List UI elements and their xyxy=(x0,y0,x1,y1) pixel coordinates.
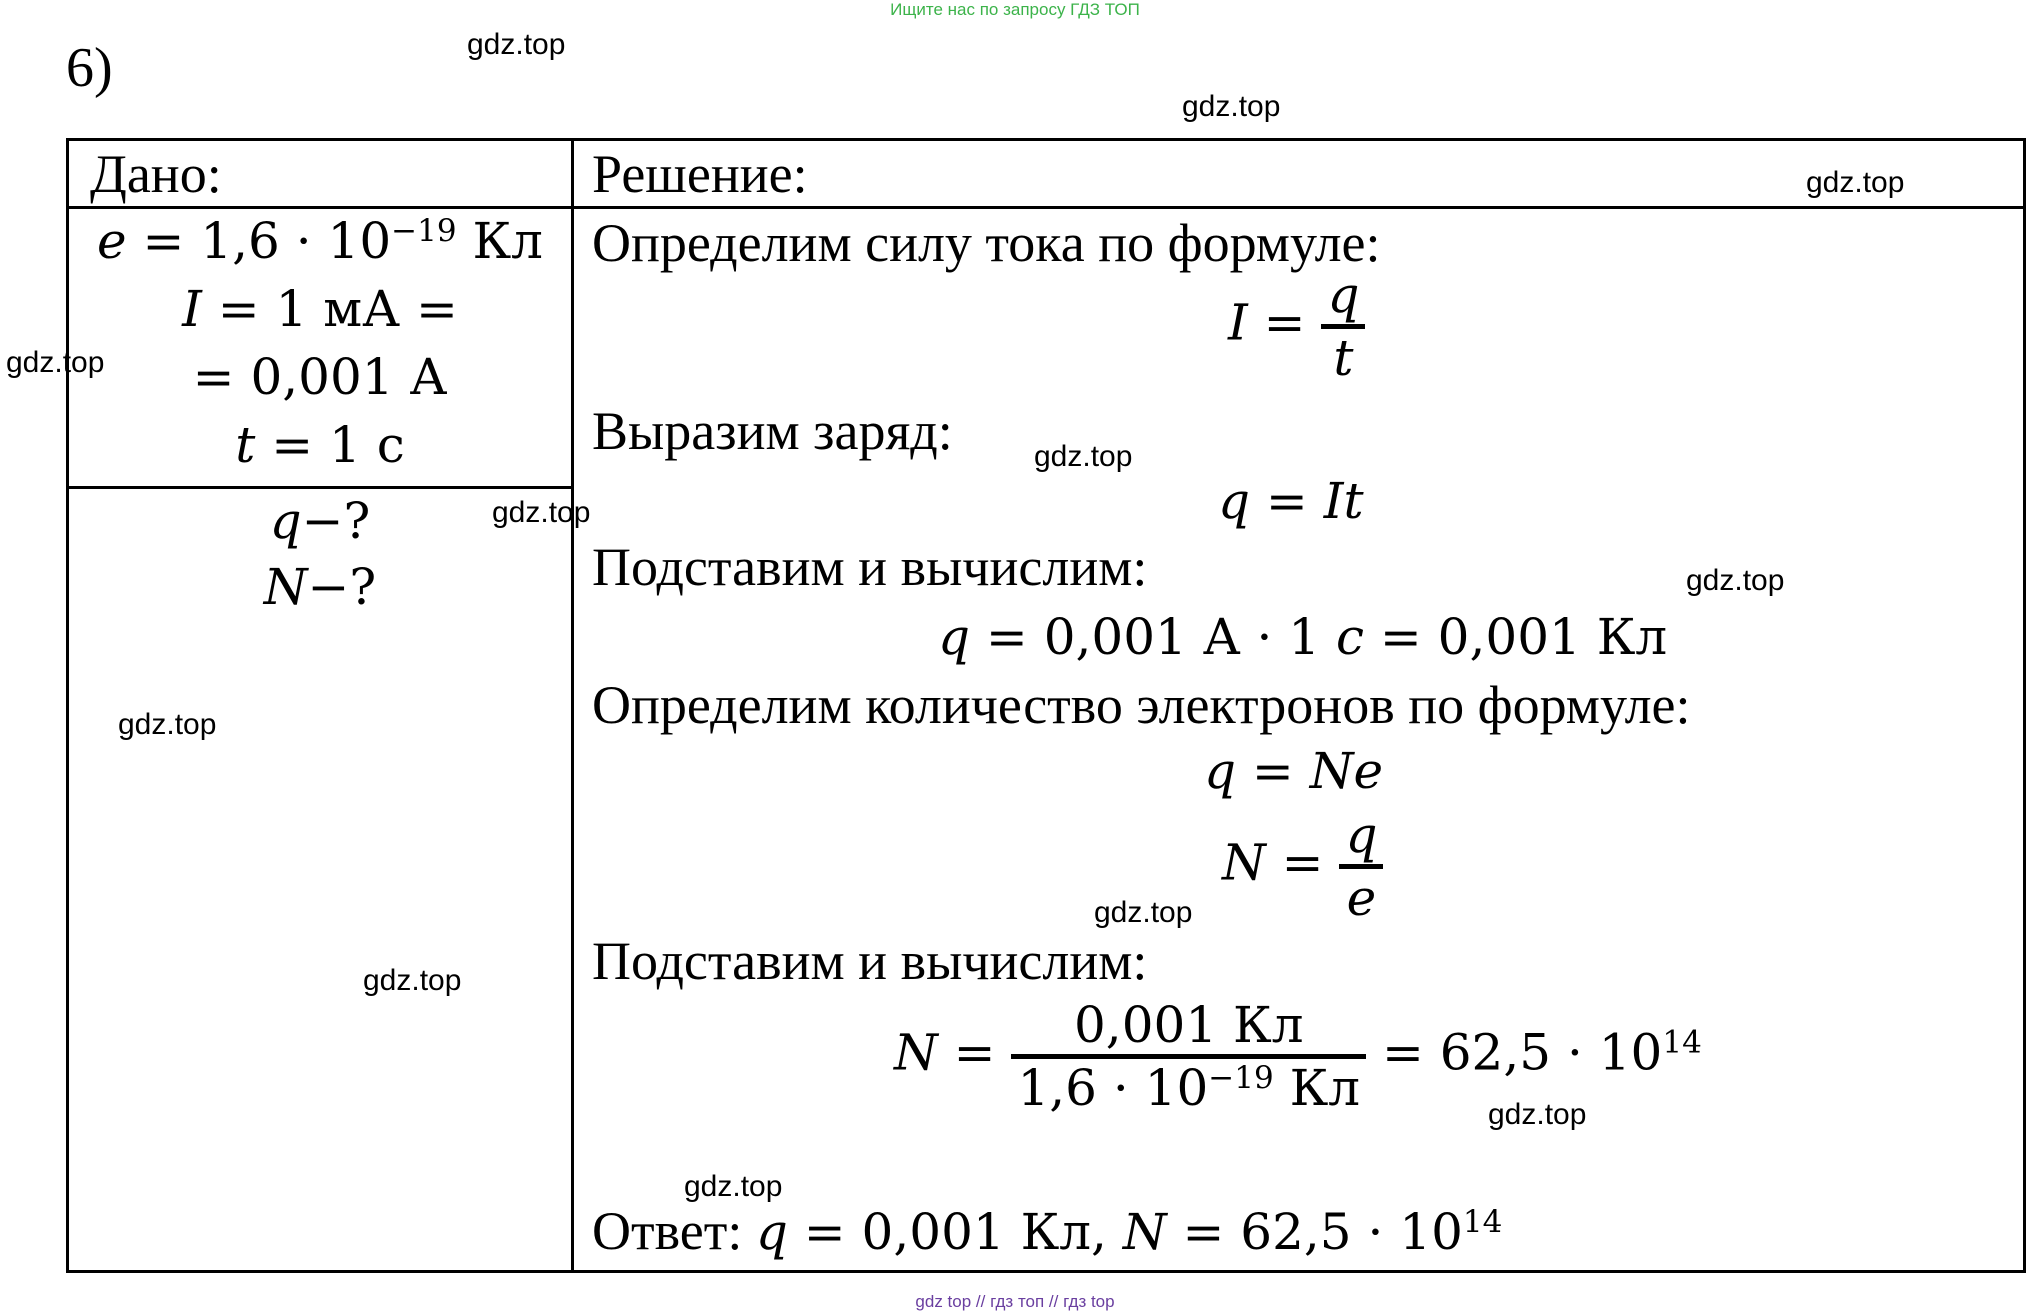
calc-electron-count: N = $\frac{0,001 Кл}{1,6 \cdot 10^{-19} Кл}$ = $62,5 \cdot 10^{14}$ xyxy=(894,996,1702,1117)
watermark: gdz.top xyxy=(1034,440,1133,473)
formula-charge-electrons: q = Ne xyxy=(1204,742,1384,800)
step-substitute-2: Подставим и вычислим: xyxy=(592,931,1148,991)
calc-charge: q = 0,001 А · 1 c = 0,001 Кл xyxy=(938,608,1668,666)
step-express-charge: Выразим заряд: xyxy=(592,401,953,461)
given-current-converted: = 0,001 А xyxy=(192,348,448,406)
watermark: gdz.top xyxy=(467,28,566,61)
watermark: gdz.top xyxy=(1094,896,1193,929)
watermark: gdz.top xyxy=(1686,564,1785,597)
table-top-border xyxy=(66,138,2026,141)
watermark: gdz.top xyxy=(6,346,105,379)
step-substitute-1: Подставим и вычислим: xyxy=(592,537,1148,597)
column-divider xyxy=(571,138,574,1273)
table-left-border xyxy=(66,138,69,1273)
formula-electron-count: N = $\frac{q}{e}$ xyxy=(1222,806,1383,927)
watermark: gdz.top xyxy=(363,964,462,997)
step-current-formula: Определим силу тока по формуле: xyxy=(592,213,1381,273)
formula-current: I = $\frac{q}{t}$ xyxy=(1228,266,1365,387)
given-time: t = 1 с xyxy=(235,416,405,474)
watermark: gdz.top xyxy=(1806,166,1905,199)
table-bottom-border xyxy=(66,1270,2026,1273)
watermark: gdz.top xyxy=(492,496,591,529)
formula-charge: q = It xyxy=(1218,472,1364,530)
footer-links: gdz top // гдз топ // гдз top xyxy=(915,1292,1115,1311)
watermark: gdz.top xyxy=(1488,1098,1587,1131)
given-charge: $e = 1,6 \cdot 10^{-19}$ Кл xyxy=(97,212,543,270)
given-find-divider xyxy=(66,486,573,489)
solution-header: Решение: xyxy=(592,144,808,204)
answer: Ответ: q = 0,001 Кл, $N = 62,5 \cdot 10^{14}$ xyxy=(592,1201,1503,1261)
step-electron-formula: Определим количество электронов по формуле: xyxy=(592,675,1691,735)
watermark: gdz.top xyxy=(118,708,217,741)
given-header: Дано: xyxy=(90,144,222,204)
given-current: I = 1 мА = xyxy=(182,280,458,338)
find-charge: q−? xyxy=(269,492,371,550)
table-right-border xyxy=(2023,138,2026,1273)
find-electron-count: N−? xyxy=(263,558,377,616)
watermark: gdz.top xyxy=(1182,90,1281,123)
header-divider xyxy=(66,206,2026,209)
problem-number: 6) xyxy=(66,37,113,99)
search-banner: Ищите нас по запросу ГДЗ ТОП xyxy=(890,0,1140,19)
watermark: gdz.top xyxy=(684,1170,783,1203)
